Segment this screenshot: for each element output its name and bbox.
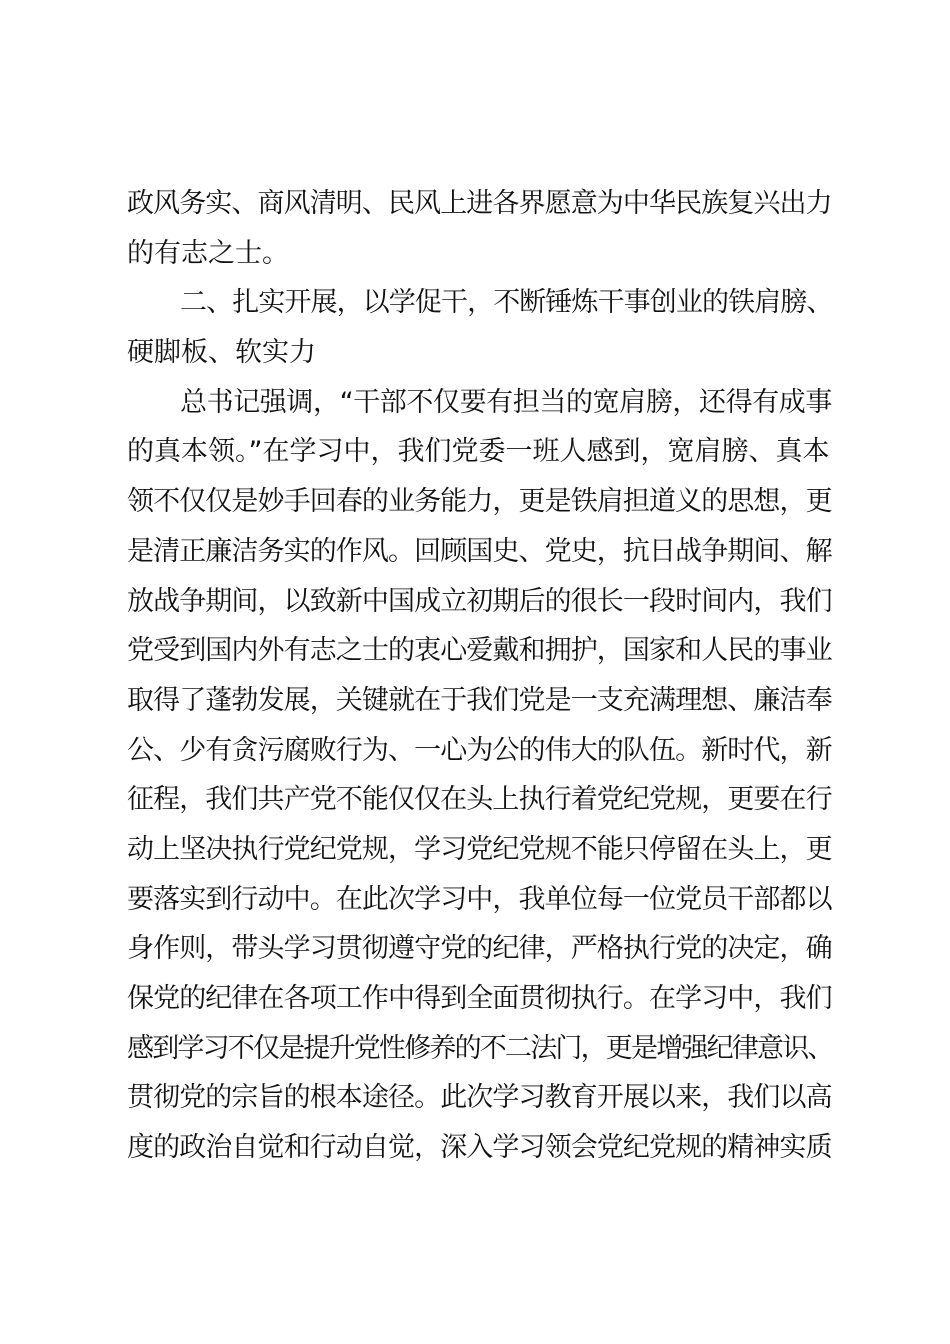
- text-line: 身作则，带头学习贯彻遵守党的纪律，严格执行党的决定，确: [127, 933, 832, 965]
- text-line: 保党的纪律在各项工作中得到全面贯彻执行。在学习中，我们: [127, 983, 832, 1014]
- text-line: 硬脚板、软实力: [127, 337, 316, 369]
- text-line: 动上坚决执行党纪党规，学习党纪党规不能只停留在头上，更: [127, 833, 832, 865]
- text-line: 的有志之士。: [127, 237, 289, 269]
- text-line: 党受到国内外有志之士的衷心爱戴和拥护，国家和人民的事业: [127, 635, 832, 667]
- text-line: 感到学习不仅是提升党性修养的不二法门，更是增强纪律意识、: [127, 1032, 833, 1064]
- text-line: 二、扎实开展，以学促干，不断锤炼干事创业的铁肩膀、: [180, 287, 833, 319]
- text-line: 度的政治自觉和行动自觉，深入学习领会党纪党规的精神实质: [127, 1132, 832, 1164]
- text-line: 贯彻党的宗旨的根本途径。此次学习教育开展以来，我们以高: [127, 1082, 832, 1114]
- text-line: 放战争期间，以致新中国成立初期后的很长一段时间内，我们: [127, 585, 832, 617]
- document-body: [127, 179, 833, 1173]
- text-line: 取得了蓬勃发展，关键就在于我们党是一支充满理想、廉洁奉: [127, 684, 832, 716]
- text-line: 领不仅仅是妙手回春的业务能力，更是铁肩担道义的思想，更: [127, 486, 832, 518]
- text-line: 公、少有贪污腐败行为、一心为公的伟大的队伍。新时代，新: [127, 734, 832, 766]
- text-line: 是清正廉洁务实的作风。回顾国史、党史，抗日战争期间、解: [127, 535, 832, 567]
- text-line: 政风务实、商风清明、民风上进各界愿意为中华民族复兴出力: [127, 188, 832, 219]
- text-line: 总书记强调，“干部不仅要有担当的宽肩膀，还得有成事: [180, 386, 832, 418]
- text-line: 要落实到行动中。在此次学习中，我单位每一位党员干部都以: [127, 883, 832, 915]
- text-line: 的真本领。”在学习中，我们党委一班人感到，宽肩膀、真本: [127, 436, 830, 468]
- text-line: 征程，我们共产党不能仅仅在头上执行着党纪党规，更要在行: [127, 784, 832, 816]
